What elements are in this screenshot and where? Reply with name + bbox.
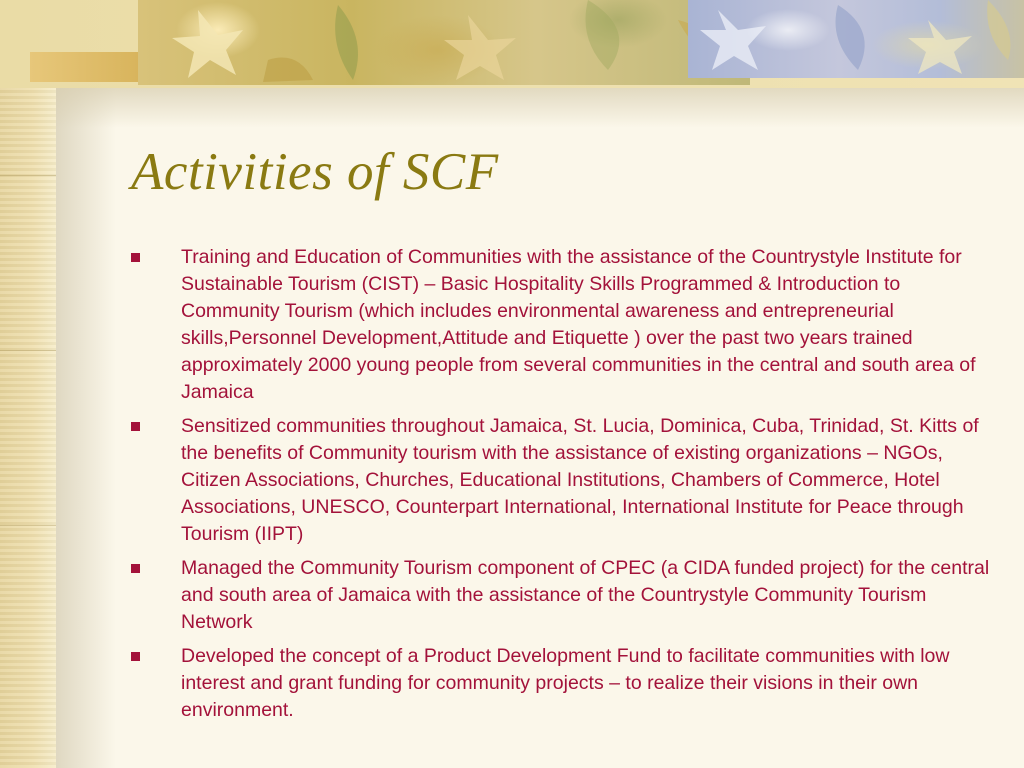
left-decorative-strip — [0, 0, 56, 768]
header-sky-artwork — [688, 0, 1024, 78]
bullet-item — [131, 643, 991, 724]
slide-title: Activities of SCF — [131, 143, 499, 201]
square-bullet-icon — [131, 652, 140, 661]
bullet-text: Sensitized communities throughout Jamaica, St. Lucia, Dominica, Cuba, Trinidad, St. Kitts of the benefits of Community tourism with the assistance of existing organizations – NGOs, Citizen Associations, Churches, Educational Institutions, Chambers of Commerce, Hotel Associations, UNESCO, Counterpart International, International Institute for Peace through Tourism (IIPT) — [181, 415, 979, 545]
square-bullet-icon — [131, 422, 140, 431]
bullet-item — [131, 555, 991, 636]
square-bullet-icon — [131, 253, 140, 262]
strip-seam — [0, 350, 56, 351]
leaf-pattern-icon — [688, 0, 1024, 78]
bullet-text: Developed the concept of a Product Development Fund to facilitate communities with low interest and grant funding for community projects – to realize their visions in their own environment. — [181, 645, 950, 721]
bullet-text: Training and Education of Communities with the assistance of the Countrystyle Institute for Sustainable Tourism (CIST) – Basic Hospitality Skills Programmed & Introduction to Community Tourism (which includes environmental awareness and entrepreneurial skills,Personnel Development,Attitude and Etiquette ) over the past two years trained approximately 2000 young people from several communities in the central and south area of Jamaica — [181, 246, 976, 403]
header-bottom-shadow — [56, 88, 1024, 128]
strip-seam — [0, 525, 56, 526]
header-gold-accent — [30, 52, 140, 82]
leaf-pattern-icon — [138, 0, 750, 85]
square-bullet-icon — [131, 564, 140, 573]
strip-seam — [0, 175, 56, 176]
bullet-item — [131, 244, 991, 406]
bullet-item — [131, 413, 991, 548]
bullet-list — [131, 244, 991, 731]
header-leaf-artwork — [138, 0, 750, 85]
bullet-text: Managed the Community Tourism component of CPEC (a CIDA funded project) for the central and south area of Jamaica with the assistance of the Countrystyle Community Tourism Network — [181, 557, 990, 633]
